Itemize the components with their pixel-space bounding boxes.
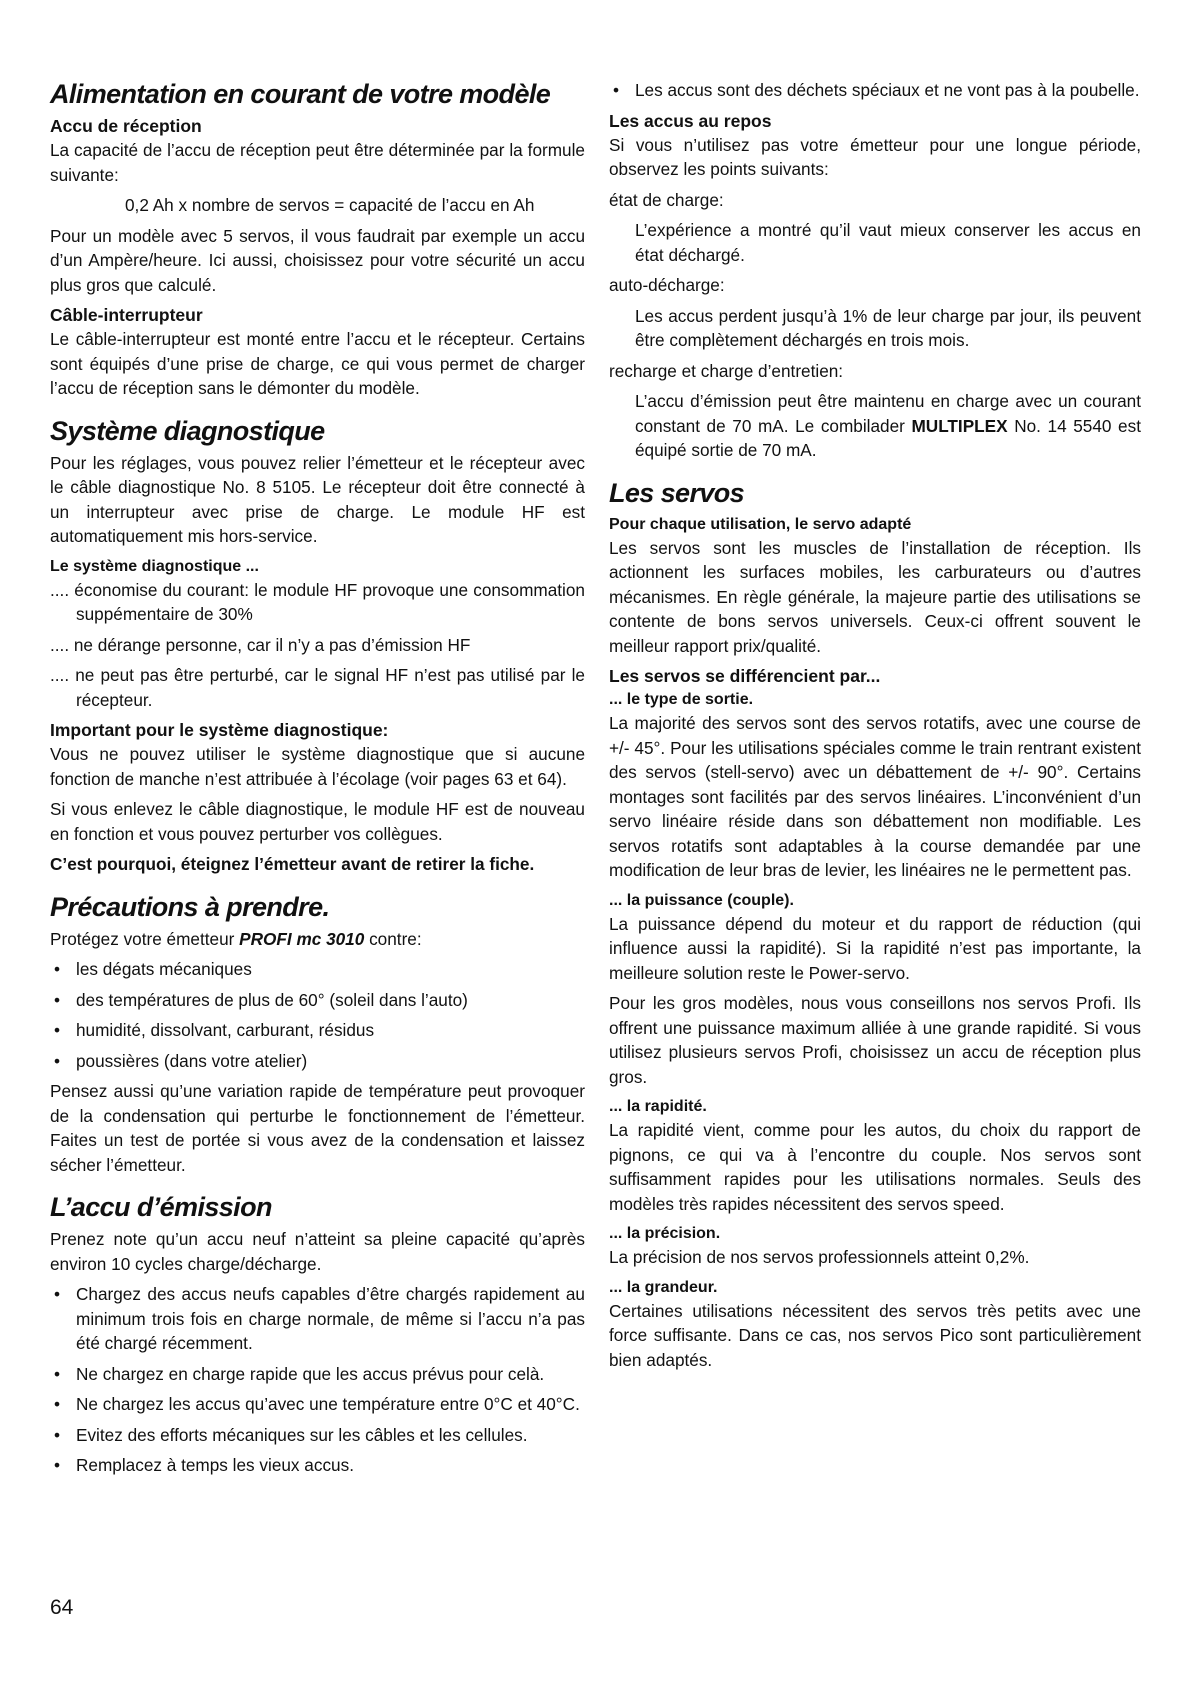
paragraph: La majorité des servos sont des servos rotatifs, avec une course de +/- 45°. Pour les utilisations spéciales comme le train rentrant existent des servos (stell-servo) avec un débattement de +/- 90°. Certains montages sont facilités par des servos linéaires. L’inconvénient d’un servo linéaire réside dans son débattement non modifiable. Les servos rotatifs sont adaptables à la course demandée par une modification de leur bras de levier, les linéaires ne le permettent pas.: [609, 713, 1141, 880]
section-title-precautions: Précautions à prendre.: [50, 891, 330, 922]
label-auto-decharge: auto-décharge:: [609, 275, 725, 295]
label-etat-charge: état de charge:: [609, 189, 724, 210]
heading-puissance: ... la puissance (couple).: [609, 891, 794, 909]
text: No. 14 5540 est équipé sortie de 70 mA.: [635, 415, 1141, 460]
paragraph-intro: [50, 927, 585, 952]
list-item: • Evitez des efforts mécaniques sur les câbles et les cellules.: [50, 1423, 585, 1448]
left-column: [50, 78, 585, 1484]
paragraph: Les servos sont les muscles de l’installation de réception. Ils actionnent les surfaces mobiles, les carburateurs ou d’autres mécanismes. En règle générale, la majeure partie des utilisations se contente de bons servos universels. Ceux-ci offrent souvent le meilleur rapport prix/qualité.: [609, 537, 1141, 656]
list-item: • les dégats mécaniques: [50, 957, 585, 982]
paragraph: Prenez note qu’un accu neuf n’atteint sa pleine capacité qu’après environ 10 cycles charge/décharge.: [50, 1229, 585, 1274]
paragraph: Les accus perdent jusqu’à 1% de leur charge par jour, ils peuvent être complètement déchargés en trois mois.: [635, 305, 1141, 350]
ellipsis-item: .... ne dérange personne, car il n’y a pas d’émission HF: [50, 634, 471, 655]
bullet-list-precautions: [50, 957, 585, 1073]
paragraph: Pensez aussi qu’une variation rapide de température peut provoquer de la condensation qui perturbe le fonctionnement de l’émetteur. Faites un test de portée si vous avez de la condensation et laissez sécher l’émetteur.: [50, 1081, 585, 1175]
section-title-accu-emission: L’accu d’émission: [50, 1192, 272, 1222]
paragraph: La capacité de l’accu de réception peut être déterminée par la formule suivante:: [50, 140, 585, 185]
paragraph: Pour un modèle avec 5 servos, il vous faudrait par exemple un accu d’un Ampère/heure. Ici aussi, choisissez pour votre sécurité un accu plus gros que calculé.: [50, 225, 585, 295]
ellipsis-item: .... ne peut pas être perturbé, car le signal HF n’est pas utilisé par le récepteur.: [50, 665, 585, 710]
paragraph: La précision de nos servos professionnels atteint 0,2%.: [609, 1247, 1030, 1267]
list-item: • Les accus sont des déchets spéciaux et ne vont pas à la poubelle.: [609, 78, 1141, 103]
brand-name: MULTIPLEX: [911, 415, 1008, 436]
list-item: • Ne chargez en charge rapide que les accus prévus pour celà.: [50, 1362, 585, 1387]
section-title-systeme-diagnostique: Système diagnostique: [50, 415, 325, 446]
paragraph: Pour les réglages, vous pouvez relier l’émetteur et le récepteur avec le câble diagnostique No. 8 5105. Le récepteur doit être connecté à un interrupteur avec prise de charge. Le module HF est automatiquement mis hors-service.: [50, 452, 585, 546]
heading-pour-chaque: Pour chaque utilisation, le servo adapté: [609, 515, 912, 533]
heading-accus-repos: Les accus au repos: [609, 110, 772, 131]
heading-important: Important pour le système diagnostique:: [50, 720, 389, 740]
heading-systeme-diagnostique: Le système diagnostique ...: [50, 557, 259, 575]
heading-rapidite: ... la rapidité.: [609, 1098, 707, 1115]
heading-precision: ... la précision.: [609, 1225, 721, 1242]
list-item: • Ne chargez les accus qu’avec une température entre 0°C et 40°C.: [50, 1392, 585, 1417]
paragraph: Si vous enlevez le câble diagnostique, le module HF est de nouveau en fonction et vous pouvez perturber vos collègues.: [50, 799, 585, 844]
warning-paragraph: C’est pourquoi, éteignez l’émetteur avant de retirer la fiche.: [50, 854, 535, 874]
paragraph: La rapidité vient, comme pour les autos, du choix du rapport de pignons, ce qui va à l’encontre du couple. Nos servos sont suffisamment rapides pour les utilisations normales. Seuls des modèles très rapides nécessitent des servos speed.: [609, 1120, 1141, 1214]
page-number: 64: [50, 1596, 74, 1619]
heading-differencient: Les servos se différencient par...: [609, 666, 881, 686]
right-column: [609, 78, 1141, 1378]
section-title-alimentation: Alimentation en courant de votre modèle: [50, 79, 551, 109]
paragraph: L’expérience a montré qu’il vaut mieux conserver les accus en état déchargé.: [635, 220, 1141, 265]
paragraph: Certaines utilisations nécessitent des servos très petits avec une force suffisante. Dans ce cas, nos servos Pico sont particulièrement bien adaptés.: [609, 1300, 1141, 1370]
section-title-servos: Les servos: [609, 477, 745, 508]
list-item: • des températures de plus de 60° (soleil dans l’auto): [50, 988, 585, 1013]
label-recharge: recharge et charge d’entretien:: [609, 360, 844, 381]
bullet-list-continued: [609, 78, 1141, 103]
paragraph: Si vous n’utilisez pas votre émetteur pour une longue période, observez les points suivants:: [609, 134, 1141, 179]
heading-accu-reception: Accu de réception: [50, 116, 202, 136]
text: L’accu d’émission peut être maintenu en charge avec un courant constant de 70 mA. Le combilader: [635, 391, 1141, 436]
heading-cable-interrupteur: Câble-interrupteur: [50, 305, 203, 325]
intro-text-end: contre:: [364, 928, 422, 949]
list-item: • Chargez des accus neufs capables d’être chargés rapidement au minimum trois fois en charge normale, de même si l’accu n’a pas été chargé récemment.: [50, 1282, 585, 1356]
list-item: • poussières (dans votre atelier): [50, 1049, 585, 1074]
paragraph: Pour les gros modèles, nous vous conseillons nos servos Profi. Ils offrent une puissance maximum alliée à une grande rapidité. Si vous utilisez plusieurs servos Profi, choisissez un accu de réception plus gros.: [609, 993, 1141, 1087]
intro-text: Protégez votre émetteur: [50, 928, 240, 949]
paragraph: La puissance dépend du moteur et du rapport de réduction (qui influence aussi la rapidité). Si la rapidité n’est pas importante, la meilleure solution reste le Power-servo.: [609, 913, 1141, 983]
ellipsis-item: .... économise du courant: le module HF provoque une consommation suppémentaire de 30%: [50, 579, 585, 624]
heading-type-sortie: ... le type de sortie.: [609, 691, 754, 708]
product-name: PROFI mc 3010: [239, 928, 365, 949]
paragraph: [609, 389, 1141, 463]
heading-grandeur: ... la grandeur.: [609, 1278, 718, 1296]
paragraph: Le câble-interrupteur est monté entre l’accu et le récepteur. Certains sont équipés d’une prise de charge, ce qui vous permet de charger l’accu de réception sans le démonter du modèle.: [50, 329, 585, 398]
bullet-list-accu: [50, 1282, 585, 1478]
formula: 0,2 Ah x nombre de servos = capacité de l’accu en Ah: [125, 195, 535, 215]
list-item: • Remplacez à temps les vieux accus.: [50, 1453, 585, 1478]
paragraph: Vous ne pouvez utiliser le système diagnostique que si aucune fonction de manche n’est attribuée à l’écolage (voir pages 63 et 64).: [50, 744, 585, 789]
list-item: • humidité, dissolvant, carburant, résidus: [50, 1018, 585, 1043]
